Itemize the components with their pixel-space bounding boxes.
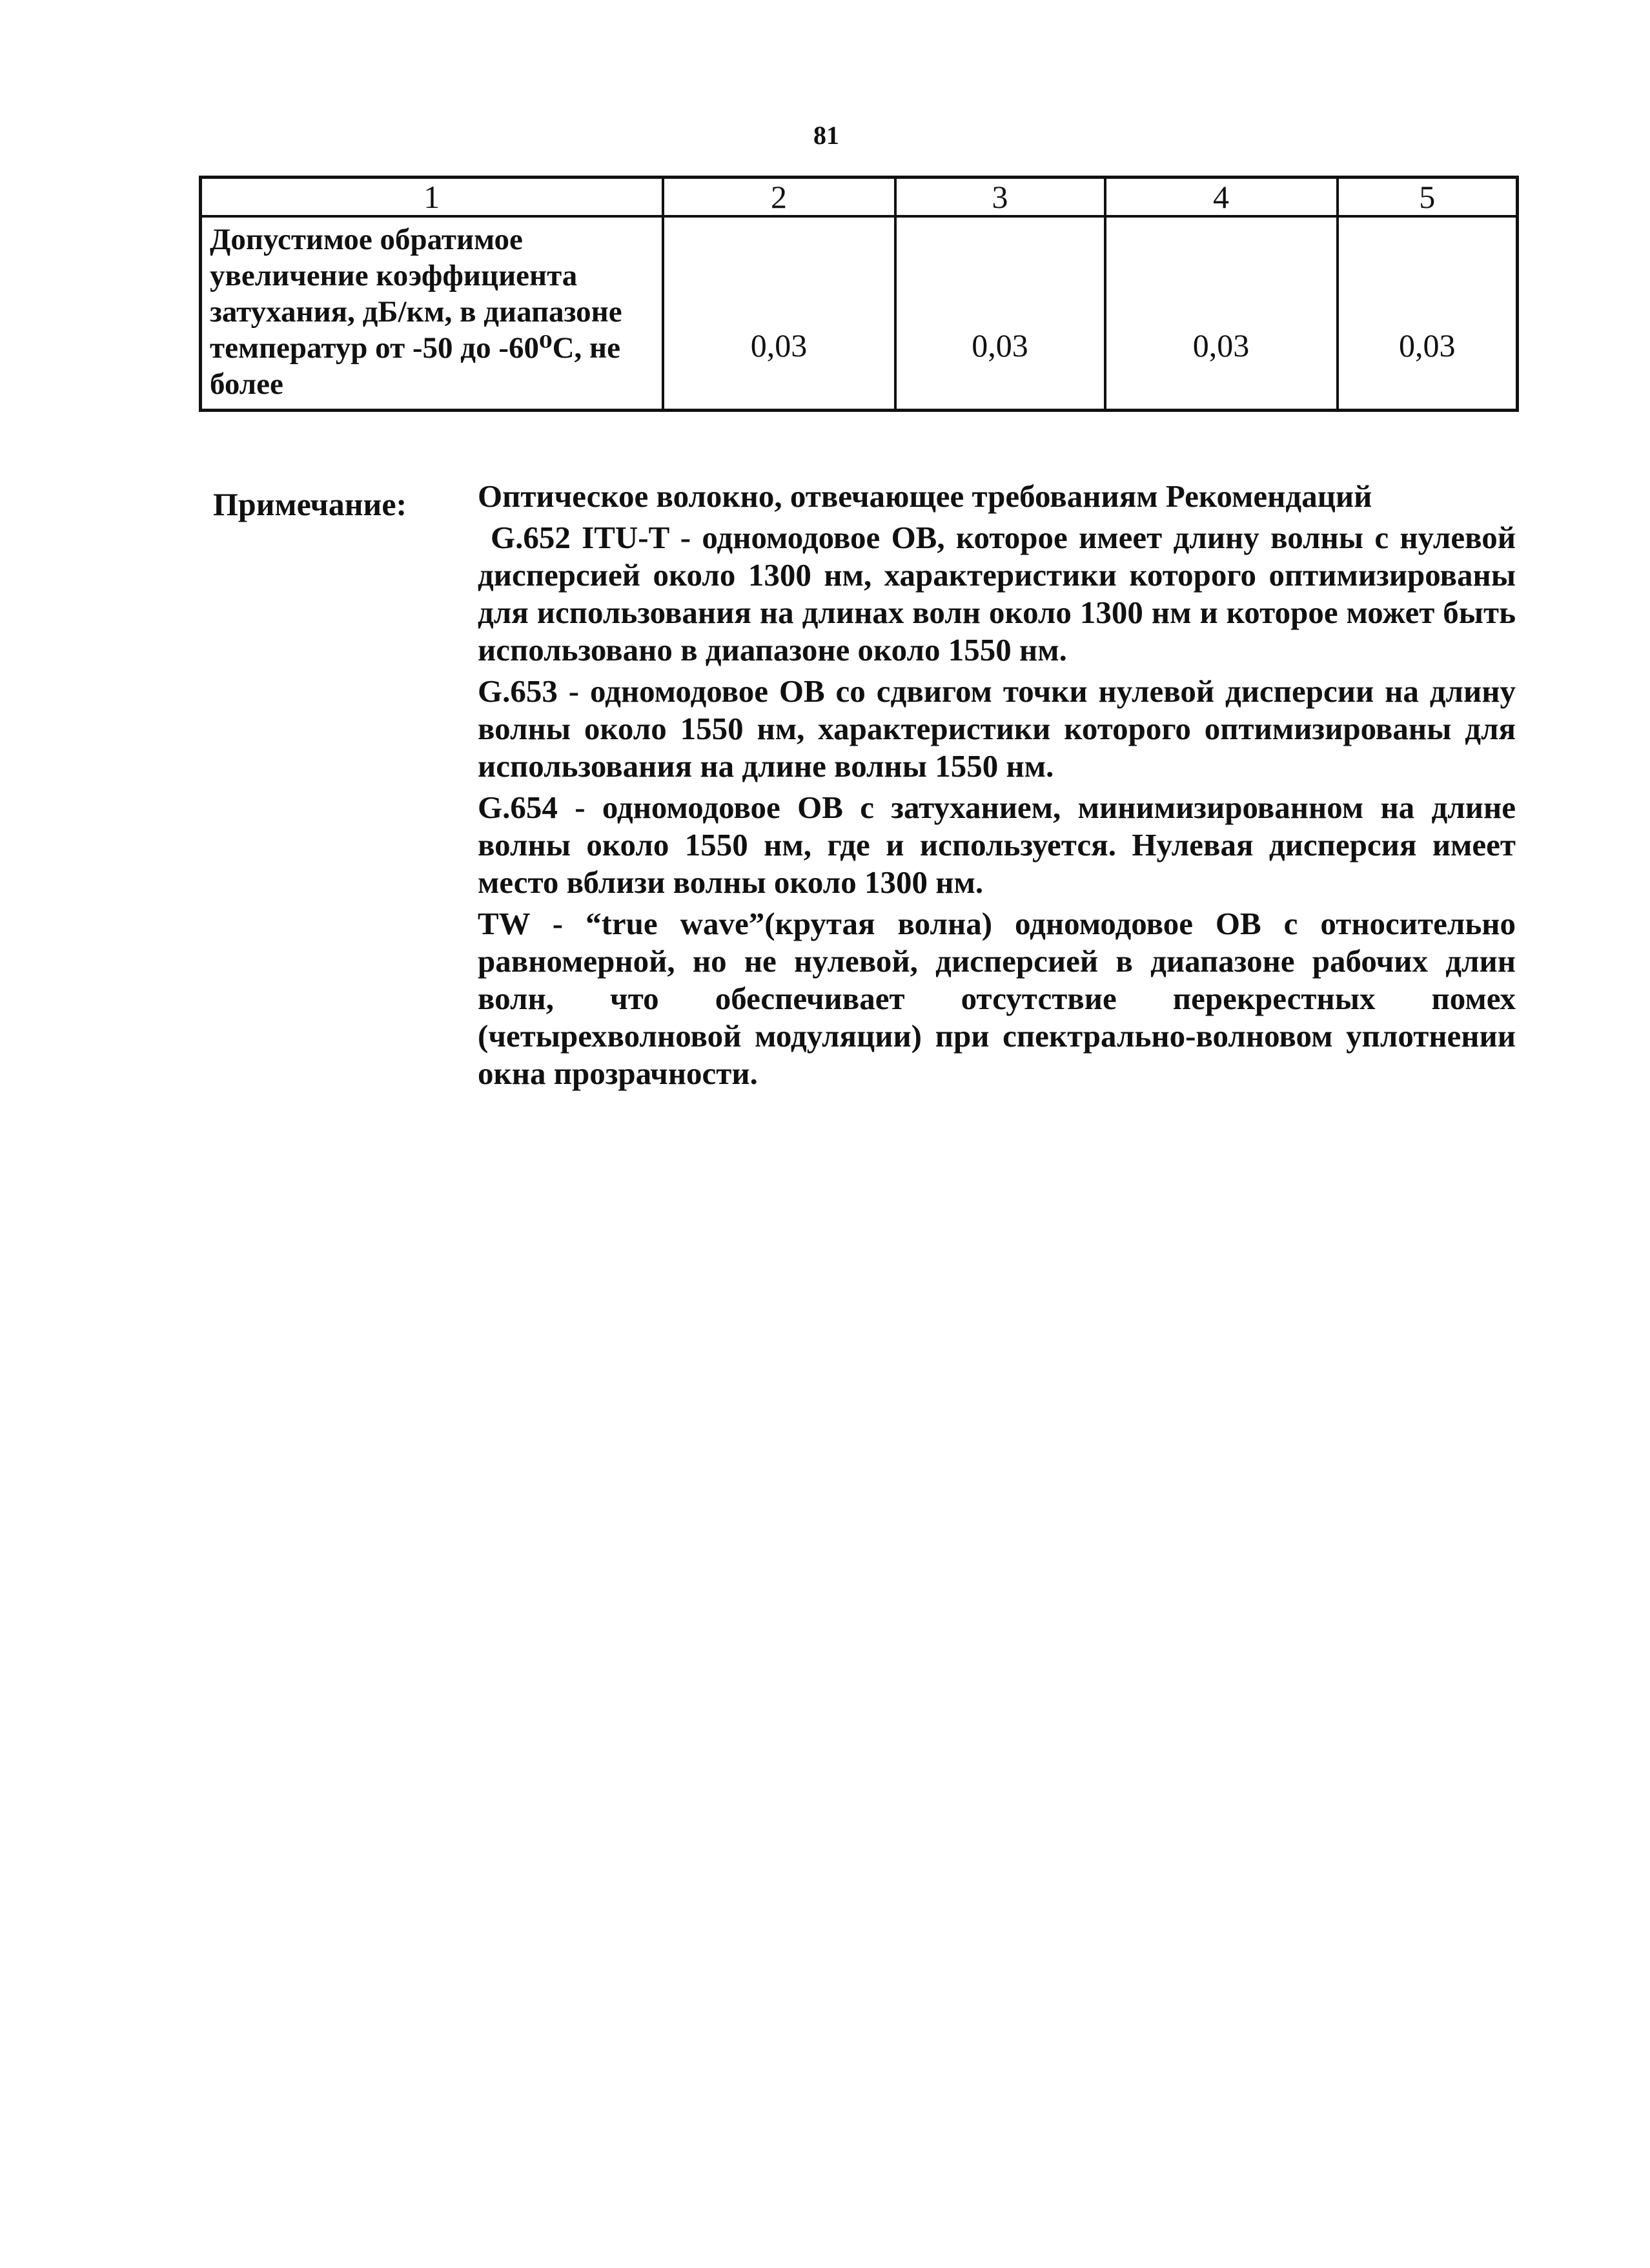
note-item-code: G.653: [478, 673, 558, 709]
value-cell: 0,03: [1105, 216, 1338, 411]
page-number: 81: [813, 121, 839, 150]
table-header-row: [201, 178, 1518, 217]
table-row: [201, 216, 1518, 411]
note-item-g653: [478, 673, 1516, 785]
note-item-text: - “true wave”(крутая волна) одномодовое ОВ с относительно равномерной, но не нулевой, дисперсией в диапазоне рабочих длин волн, что обеспечивает отсутствие перекрестных помех (четырехволновой модуляции) при спектрально-волновом уплотнении окна прозрачности.: [478, 906, 1516, 1091]
note-item-code: TW: [478, 906, 530, 941]
parameter-cell: Допустимое обратимое увеличение коэффициента затухания, дБ/км, в диапазоне температур от -50 до -60⁰С, не более: [201, 216, 663, 411]
note-item-g654: [478, 789, 1516, 901]
note-item-text: - одномодовое ОВ со сдвигом точки нулевой дисперсии на длину волны около 1550 нм, характеристики которого оптимизированы для использования на длине волны 1550 нм.: [478, 673, 1516, 784]
note-item-code: G.652 ITU-T: [491, 520, 669, 555]
value-cell: 0,03: [663, 216, 895, 411]
column-header: 2: [663, 178, 895, 217]
note-label: Примечание:: [213, 486, 407, 522]
value-cell: 0,03: [895, 216, 1105, 411]
column-header: 1: [201, 178, 663, 217]
column-header: 5: [1338, 178, 1518, 217]
value-cell: 0,03: [1338, 216, 1518, 411]
note-item-code: G.654: [478, 790, 558, 825]
note-intro: Оптическое волокно, отвечающее требованиям Рекомендаций: [478, 478, 1372, 514]
spec-table: [199, 176, 1519, 412]
column-header: 4: [1105, 178, 1338, 217]
note-item-g652: [478, 519, 1516, 669]
note-item-text: - одномодовое ОВ, которое имеет длину волны с нулевой дисперсией около 1300 нм, характеристики которого оптимизированы для использования на длинах волн около 1300 нм и которое может быть использовано в диапазоне около 1550 нм.: [478, 520, 1516, 668]
note-body: [478, 478, 1516, 1096]
note-item-tw: [478, 905, 1516, 1092]
column-header: 3: [895, 178, 1105, 217]
note-item-text: - одномодовое ОВ с затуханием, минимизированном на длине волны около 1550 нм, где и используется. Нулевая дисперсия имеет место вблизи волны около 1300 нм.: [478, 790, 1516, 900]
